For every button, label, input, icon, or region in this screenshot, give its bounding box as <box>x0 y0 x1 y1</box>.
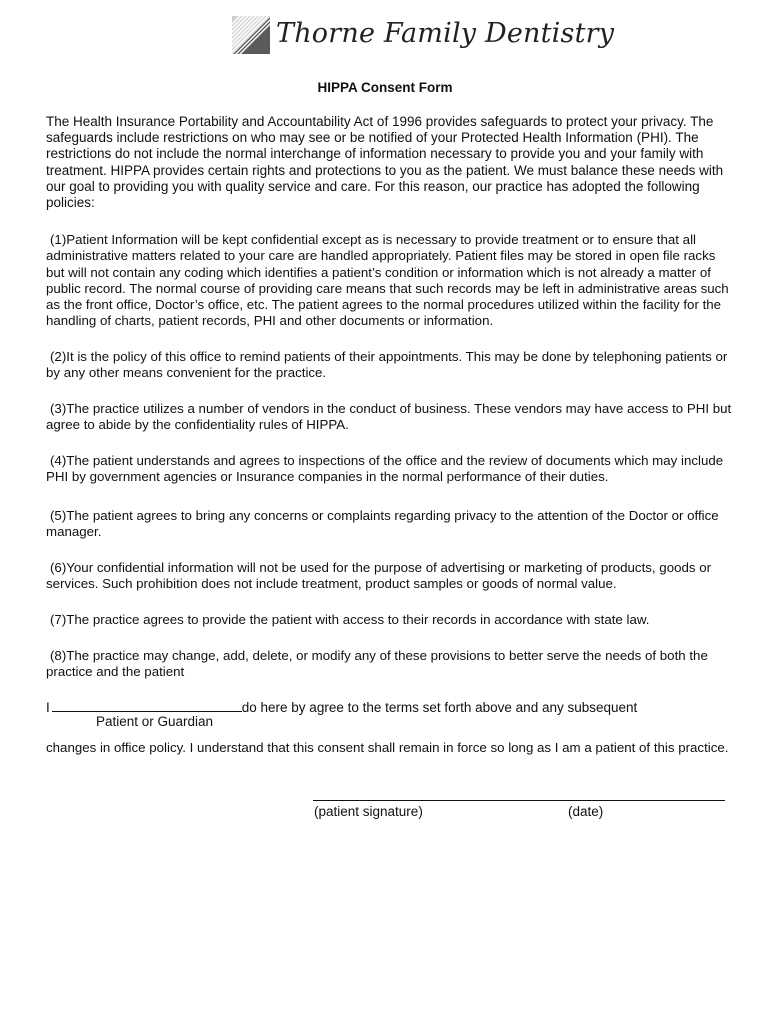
policy-3 <box>46 401 736 434</box>
form-title: HIPPA Consent Form <box>317 80 453 95</box>
policy-number: (5) <box>50 508 67 523</box>
policy-number: (3) <box>50 401 67 416</box>
policy-7 <box>46 612 736 628</box>
policy-text: The practice may change, add, delete, or modify any of these provisions to better serve the needs of both the practice and the patient <box>46 648 708 680</box>
policy-6 <box>46 560 736 593</box>
practice-logo <box>232 14 615 70</box>
policy-number: (1) <box>50 232 67 247</box>
policy-text: Your confidential information will not be used for the purpose of advertising or marketing of products, goods or services. Such prohibition does not include treatment, product samples or goods of normal value. <box>46 560 712 592</box>
policy-text: It is the policy of this office to remind patients of their appointments. This may be done by telephoning patients or by any other means convenient for the practice. <box>46 349 728 381</box>
policy-number: (2) <box>50 349 67 364</box>
date-label: (date) <box>568 804 604 819</box>
agreement-suffix: do here by agree to the terms set forth above and any subsequent <box>241 700 638 715</box>
policy-8 <box>46 648 736 681</box>
policy-4 <box>46 453 736 486</box>
policy-text: The patient understands and agrees to inspections of the office and the review of documents which may include PHI by government agencies or Insurance companies in the normal performance of their duties. <box>46 453 724 485</box>
changes-paragraph: changes in office policy. I understand that this consent shall remain in force so long as I am a patient of this practice. <box>46 740 729 755</box>
policy-number: (7) <box>50 612 67 627</box>
policy-5 <box>46 508 736 541</box>
policy-number: (8) <box>50 648 67 663</box>
logo-text: Thorne Family Dentistry <box>276 18 615 49</box>
patient-name-field[interactable] <box>52 698 242 712</box>
policy-2 <box>46 349 736 382</box>
diagonal-stripes-square-icon <box>232 16 270 54</box>
policy-text: Patient Information will be kept confidential except as is necessary to provide treatment or to ensure that all administrative matters related to your care are handled appropriately. Patient files may be stored in open file racks but will not contain any coding which identifies a patient’s condition or information which is not already a matter of public record. The normal course of providing care means that such records may be left in administrative areas such as the front office, Doctor’s office, etc. The patient agrees to the normal procedures utilized within the facility for the handling of charts, patient records, PHI and other documents or information. <box>46 232 729 329</box>
policy-text: The practice utilizes a number of vendors in the conduct of business. These vendors may have access to PHI but agree to abide by the confidentiality rules of HIPPA. <box>46 401 732 433</box>
guardian-label: Patient or Guardian <box>96 714 214 729</box>
intro-paragraph: The Health Insurance Portability and Accountability Act of 1996 provides safeguards to protect your privacy. The safeguards include restrictions on who may see or be notified of your Protected Health Information (PHI). The restrictions do not include the normal interchange of information necessary to provide you and your family with treatment. HIPPA provides certain rights and protections to you as the patient. We must balance these needs with our goal to providing you with quality service and care. For this reason, our practice has adopted the following policies: <box>46 114 724 211</box>
policy-text: The practice agrees to provide the patient with access to their records in accordance with state law. <box>66 612 650 627</box>
agreement-prefix: I <box>46 700 50 715</box>
policy-number: (4) <box>50 453 67 468</box>
agreement-line <box>46 698 637 715</box>
signature-label: (patient signature) <box>314 804 423 819</box>
policy-1 <box>46 232 736 330</box>
policy-text: The patient agrees to bring any concerns or complaints regarding privacy to the attention of the Doctor or office manager. <box>46 508 719 540</box>
policy-number: (6) <box>50 560 67 575</box>
signature-line[interactable] <box>313 800 725 801</box>
